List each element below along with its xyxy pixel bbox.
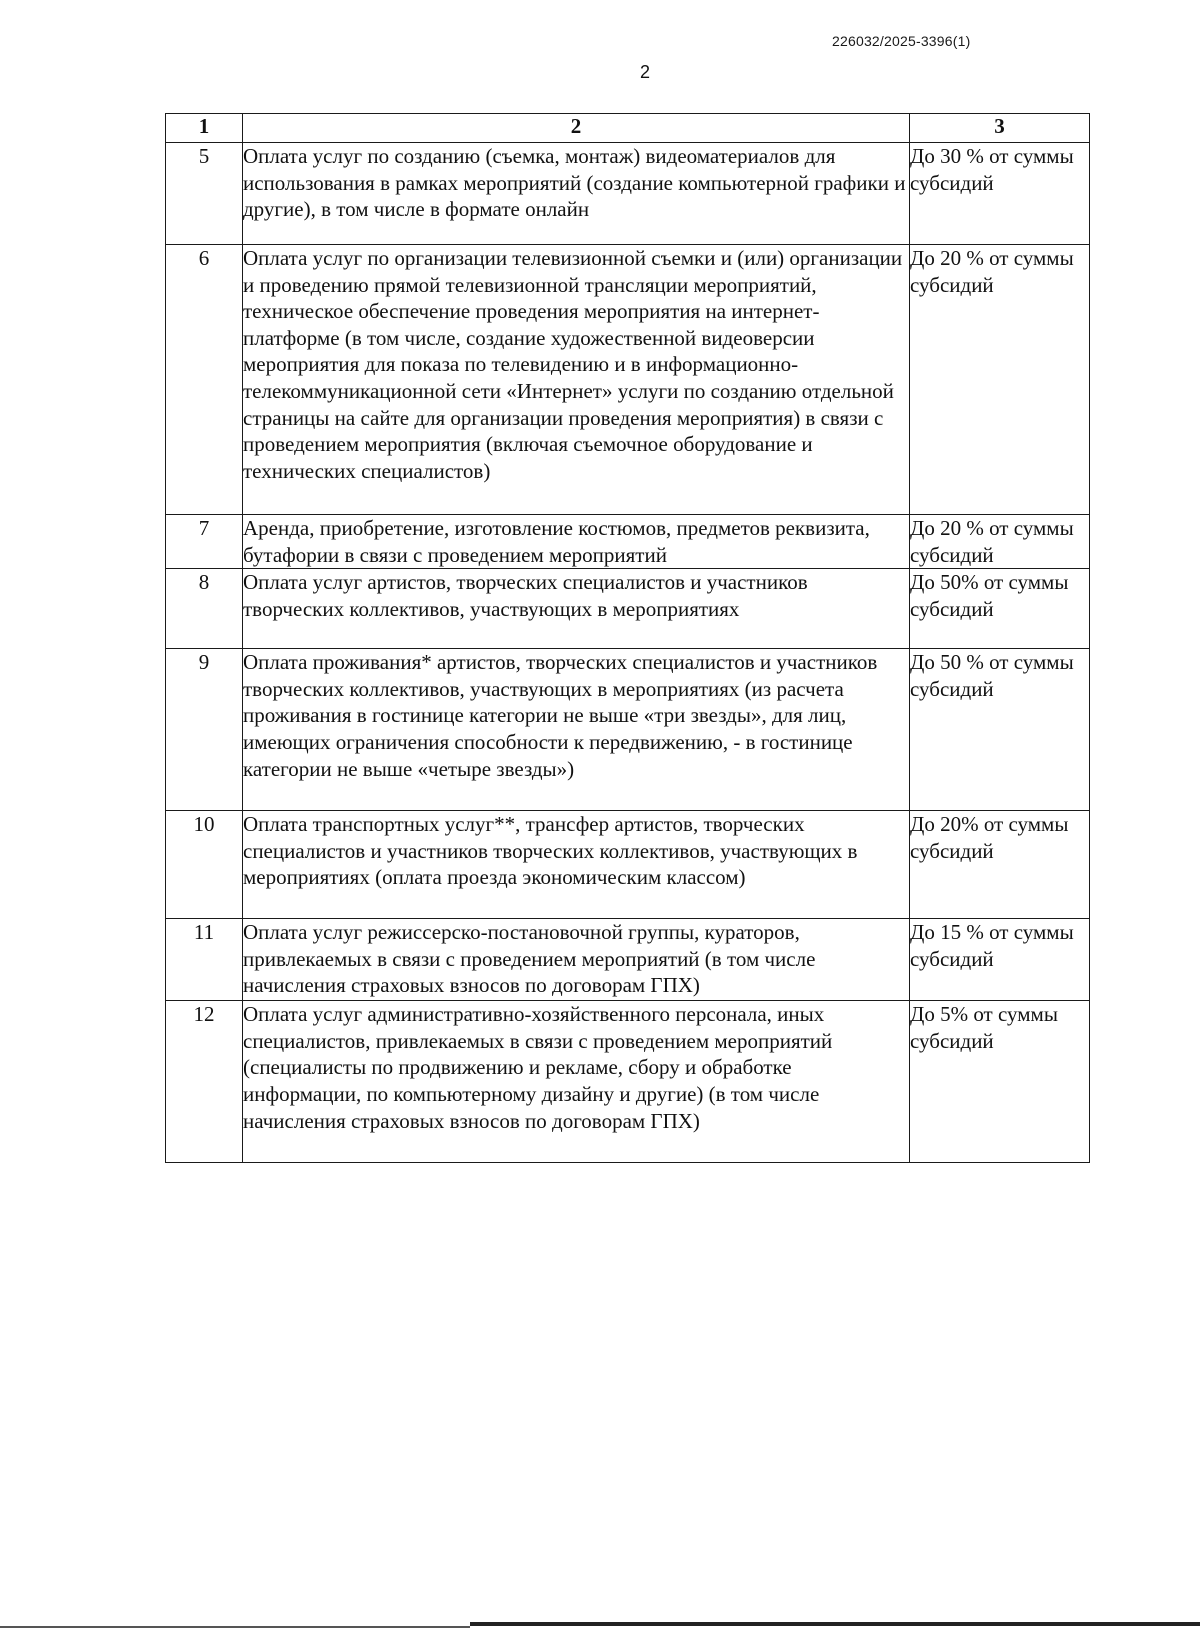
- row-share: До 50 % от суммы субсидий: [910, 649, 1090, 811]
- row-number: 9: [166, 649, 243, 811]
- row-description: Аренда, приобретение, изготовление костюмов, предметов реквизита, бутафории в связи с проведением мероприятий: [243, 515, 910, 569]
- row-share: До 20% от суммы субсидий: [910, 811, 1090, 919]
- row-share: До 20 % от суммы субсидий: [910, 245, 1090, 515]
- row-number: 8: [166, 569, 243, 649]
- row-number: 12: [166, 1001, 243, 1163]
- table-row: [166, 919, 1090, 1001]
- table-row: [166, 1001, 1090, 1163]
- expense-table: [165, 113, 1090, 1163]
- table-row: [166, 143, 1090, 245]
- table-header-row: [166, 114, 1090, 143]
- column-header-3: 3: [910, 114, 1090, 143]
- row-number: 10: [166, 811, 243, 919]
- table-row: [166, 515, 1090, 569]
- row-number: 6: [166, 245, 243, 515]
- column-header-2: 2: [243, 114, 910, 143]
- table-row: [166, 569, 1090, 649]
- row-number: 7: [166, 515, 243, 569]
- row-share: До 50% от суммы субсидий: [910, 569, 1090, 649]
- row-share: До 15 % от суммы субсидий: [910, 919, 1090, 1001]
- row-share: До 20 % от суммы субсидий: [910, 515, 1090, 569]
- row-description: Оплата проживания* артистов, творческих специалистов и участников творческих коллективов, участвующих в мероприятиях (из расчета проживания в гостинице категории не выше «три звезды», для лиц, имеющих ограничения способности к передвижению, - в гостинице категории не выше «четыре звезды»): [243, 649, 910, 811]
- row-number: 11: [166, 919, 243, 1001]
- scan-edge-line-left: [0, 1626, 470, 1628]
- row-description: Оплата транспортных услуг**, трансфер артистов, творческих специалистов и участников творческих коллективов, участвующих в мероприятиях (оплата проезда экономическим классом): [243, 811, 910, 919]
- row-description: Оплата услуг по организации телевизионной съемки и (или) организации и проведению прямой телевизионной трансляции мероприятий, техническое обеспечение проведения мероприятия на интернет-платформе (в том числе, создание художественной видеоверсии мероприятия для показа по телевидению и в информационно-телекоммуникационной сети «Интернет» услуги по созданию отдельной страницы на сайте для организации проведения мероприятия) в связи с проведением мероприятия (включая съемочное оборудование и технических специалистов): [243, 245, 910, 515]
- document-id: 226032/2025-3396(1): [832, 33, 971, 49]
- table-row: [166, 649, 1090, 811]
- page-number: 2: [640, 62, 651, 82]
- row-description: Оплата услуг артистов, творческих специалистов и участников творческих коллективов, участвующих в мероприятиях: [243, 569, 910, 649]
- table-row: [166, 245, 1090, 515]
- column-header-1: 1: [166, 114, 243, 143]
- row-share: До 30 % от суммы субсидий: [910, 143, 1090, 245]
- row-description: Оплата услуг режиссерско-постановочной группы, кураторов, привлекаемых в связи с проведением мероприятий (в том числе начисления страховых взносов по договорам ГПХ): [243, 919, 910, 1001]
- row-description: Оплата услуг по созданию (съемка, монтаж) видеоматериалов для использования в рамках мероприятий (создание компьютерной графики и другие), в том числе в формате онлайн: [243, 143, 910, 245]
- row-description: Оплата услуг административно-хозяйственного персонала, иных специалистов, привлекаемых в связи с проведением мероприятий (специалисты по продвижению и рекламе, сбору и обработке информации, по компьютерному дизайну и другие) (в том числе начисления страховых взносов по договорам ГПХ): [243, 1001, 910, 1163]
- row-share: До 5% от суммы субсидий: [910, 1001, 1090, 1163]
- scan-edge-line: [470, 1622, 1200, 1626]
- row-number: 5: [166, 143, 243, 245]
- table-row: [166, 811, 1090, 919]
